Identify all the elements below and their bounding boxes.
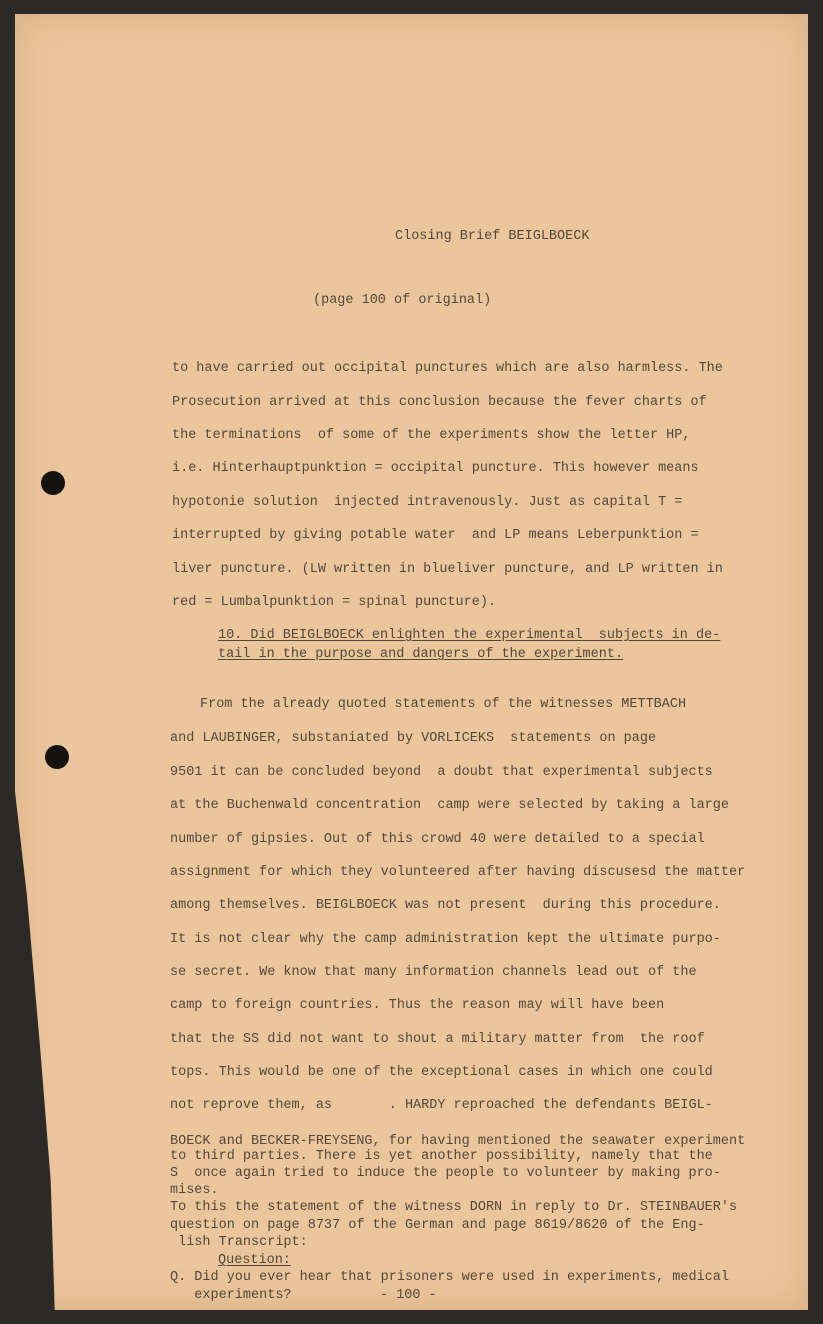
text-line: 10. Did BEIGLBOECK enlighten the experimental subjects in de- (218, 628, 721, 643)
text-line: 9501 it can be concluded beyond a doubt that experimental subjects (170, 765, 713, 780)
page-number: - 100 - (380, 1288, 437, 1303)
question-line: Q. Did you ever hear that prisoners were used in experiments, medical (170, 1270, 729, 1285)
text-line: assignment for which they volunteered after having discusesd the matter (170, 865, 746, 880)
text-line: S once again tried to induce the people to volunteer by making pro- (170, 1166, 721, 1181)
text-line: not reprove them, as . HARDY reproached the defendants BEIGL- (170, 1098, 713, 1113)
text-line: to have carried out occipital punctures which are also harmless. The (172, 361, 723, 376)
text-line: mises. (170, 1183, 219, 1198)
text-line: to third parties. There is yet another possibility, namely that the (170, 1149, 713, 1164)
text-line: It is not clear why the camp administration kept the ultimate purpo- (170, 932, 721, 947)
text-line: lish Transcript: (170, 1235, 308, 1250)
text-line: among themselves. BEIGLBOECK was not present during this procedure. (170, 898, 721, 913)
text-line: at the Buchenwald concentration camp were selected by taking a large (170, 798, 729, 813)
text-line: tops. This would be one of the exceptional cases in which one could (170, 1065, 713, 1080)
question-line: experiments? (170, 1288, 292, 1303)
text-line: interrupted by giving potable water and LP means Leberpunktion = (172, 528, 699, 543)
text-line: the terminations of some of the experiments show the letter HP, (172, 428, 691, 443)
punch-hole (41, 471, 65, 495)
text-line: From the already quoted statements of the witnesses METTBACH (200, 697, 687, 712)
text-line: liver puncture. (LW written in blueliver puncture, and LP written in (172, 562, 723, 577)
text-line: and LAUBINGER, substaniated by VORLICEKS statements on page (170, 731, 657, 746)
text-line: i.e. Hinterhauptpunktion = occipital puncture. This however means (172, 461, 699, 476)
text-line: se secret. We know that many information channels lead out of the (170, 965, 697, 980)
text-line: red = Lumbalpunktion = spinal puncture). (172, 595, 497, 610)
text-line: tail in the purpose and dangers of the experiment. (218, 647, 624, 662)
text-line: number of gipsies. Out of this crowd 40 were detailed to a special (170, 832, 705, 847)
document-title: Closing Brief BEIGLBOECK (395, 229, 590, 244)
text-line: BOECK and BECKER-FREYSENG, for having mentioned the seawater experiment (170, 1134, 746, 1149)
text-line: Prosecution arrived at this conclusion because the fever charts of (172, 395, 707, 410)
document-subtitle: (page 100 of original) (313, 293, 492, 308)
text-line: camp to foreign countries. Thus the reason may will have been (170, 998, 665, 1013)
punch-hole (45, 745, 69, 769)
text-line: that the SS did not want to shout a military matter from the roof (170, 1032, 705, 1047)
text-line: hypotonie solution injected intravenously. Just as capital T = (172, 495, 683, 510)
question-label: Question: (218, 1253, 291, 1268)
text-line: To this the statement of the witness DORN in reply to Dr. STEINBAUER's (170, 1200, 738, 1215)
text-line: question on page 8737 of the German and page 8619/8620 of the Eng- (170, 1218, 705, 1233)
